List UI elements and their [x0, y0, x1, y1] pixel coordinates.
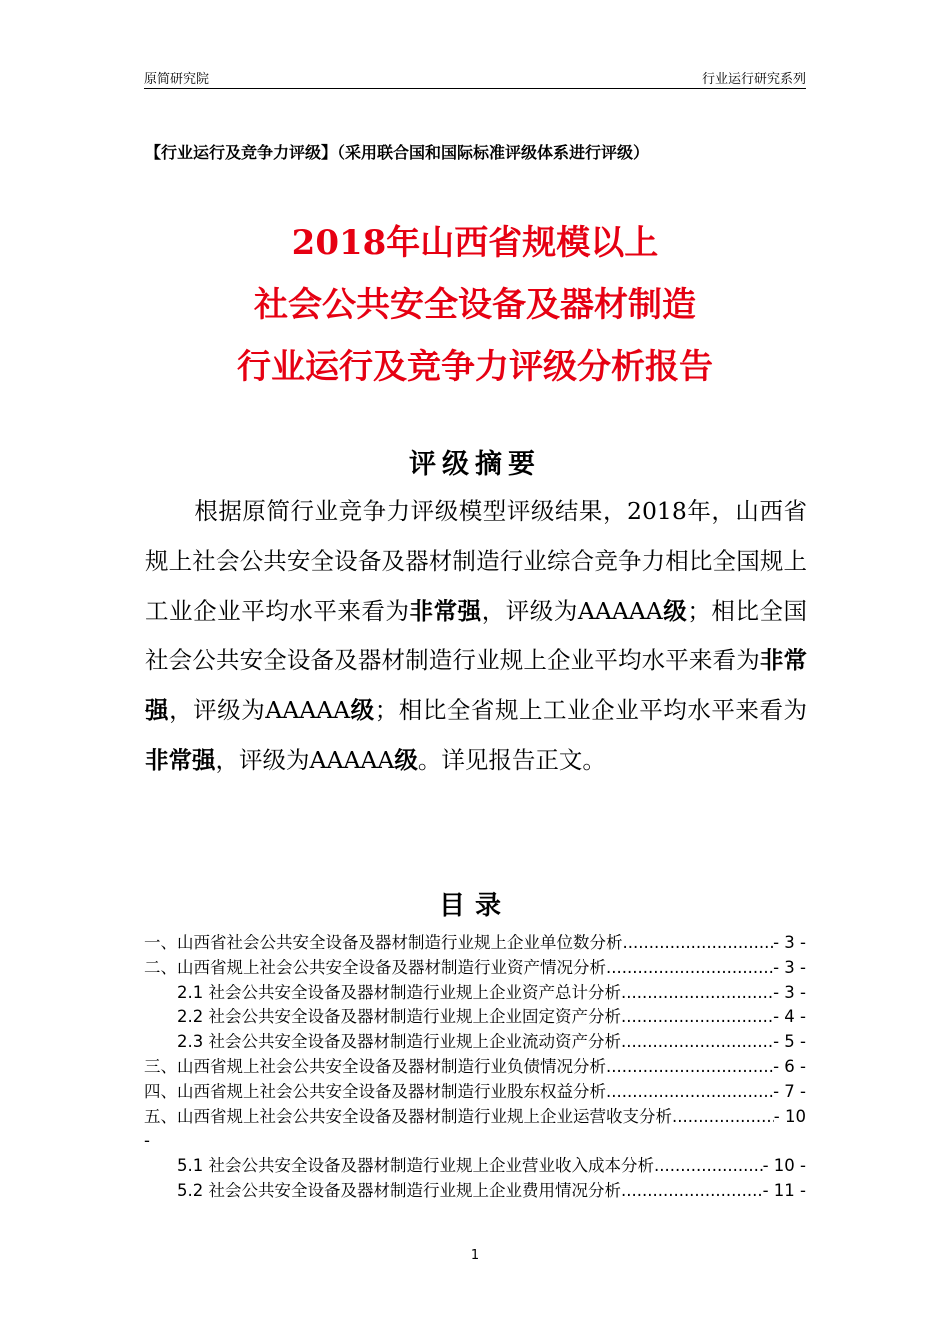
toc-entry-title: 四、山西省规上社会公共安全设备及器材制造行业股东权益分析: [144, 1081, 606, 1101]
toc-entry-title: 二、山西省规上社会公共安全设备及器材制造行业资产情况分析: [144, 957, 606, 977]
toc-entry[interactable]: [144, 1105, 806, 1130]
summary-emphasis: 非常强: [145, 646, 808, 725]
summary-emphasis: 级: [662, 596, 688, 625]
toc-entry[interactable]: [144, 981, 806, 1006]
toc-entry[interactable]: [144, 1030, 806, 1055]
toc-entry[interactable]: [144, 1179, 806, 1204]
toc-leader: [623, 931, 774, 956]
page-number: 1: [470, 1248, 480, 1263]
toc-entry[interactable]: [144, 931, 806, 956]
summary-text: ，评级为AAAAA: [481, 596, 663, 625]
summary-emphasis: 非常强: [409, 596, 482, 625]
toc-entry-title: 5.1 社会公共安全设备及器材制造行业规上企业营业收入成本分析: [177, 1156, 654, 1176]
title-line: 行业运行及竞争力评级分析报告: [237, 347, 713, 387]
toc-entry-title: 五、山西省规上社会公共安全设备及器材制造行业规上企业运营收支分析: [144, 1106, 672, 1126]
toc-leader: [621, 981, 773, 1006]
summary-emphasis: 级: [394, 745, 418, 774]
toc-leader: [621, 1005, 773, 1030]
summary-emphasis: 级: [350, 696, 375, 725]
toc-entry-page: - 10 -: [762, 1156, 806, 1176]
page-header: [144, 68, 806, 89]
toc-entry-page: - 10: [773, 1106, 806, 1126]
toc-leader: [672, 1105, 774, 1130]
toc-leader: [606, 1080, 773, 1105]
header-left: 原简研究院: [144, 72, 210, 87]
toc-leader: [606, 1055, 773, 1080]
toc-entry-title: 2.3 社会公共安全设备及器材制造行业规上企业流动资产分析: [177, 1032, 621, 1052]
tagline: 【行业运行及竞争力评级】（采用联合国和国际标准评级体系进行评级）: [145, 143, 650, 162]
toc-entry-title: 一、山西省社会公共安全设备及器材制造行业规上企业单位数分析: [144, 933, 623, 952]
summary-text: ；相比全国社会公共安全设备及器材制造行业规上企业平均水平来看为: [145, 596, 808, 675]
toc-entry-page: - 3 -: [773, 982, 806, 1002]
toc-entry-title: 三、山西省规上社会公共安全设备及器材制造行业负债情况分析: [144, 1056, 606, 1076]
summary-text: ；相比全省规上工业企业平均水平来看为: [374, 696, 808, 725]
toc-leader: [621, 1179, 763, 1204]
toc-entry-page: - 4 -: [773, 1007, 806, 1027]
toc-entry[interactable]: [144, 1055, 806, 1080]
toc-leader: [621, 1030, 773, 1055]
summary-paragraph: [145, 487, 807, 786]
toc-entry-title: 2.2 社会公共安全设备及器材制造行业规上企业固定资产分析: [177, 1007, 621, 1027]
summary-text: 。详见报告正文。: [417, 745, 606, 774]
summary-text: ，评级为AAAAA: [215, 745, 395, 774]
toc-entry-page: - 11 -: [762, 1180, 806, 1200]
toc-entry-page: - 7 -: [773, 1081, 806, 1101]
summary-text: ，评级为AAAAA: [169, 696, 351, 725]
toc-leader: [654, 1154, 763, 1179]
table-of-contents: [144, 931, 806, 1204]
toc-entry-title: 5.2 社会公共安全设备及器材制造行业规上企业费用情况分析: [177, 1180, 621, 1200]
toc-entry-page: - 3 -: [773, 957, 806, 977]
title-line: 2018年山西省规模以上: [291, 223, 659, 263]
toc-entry[interactable]: [144, 1005, 806, 1030]
title-line: 社会公共安全设备及器材制造: [254, 285, 696, 325]
toc-entry-page: - 6 -: [773, 1056, 806, 1076]
header-right: 行业运行研究系列: [701, 72, 806, 87]
toc-entry[interactable]: [144, 1154, 806, 1179]
toc-entry-page: - 3 -: [773, 933, 806, 952]
summary-heading: 评级摘要: [409, 449, 541, 480]
toc-leader: [606, 956, 773, 981]
summary-emphasis: 非常强: [145, 745, 216, 774]
toc-heading: 目录: [438, 891, 511, 921]
toc-entry[interactable]: [144, 1080, 806, 1105]
toc-entry[interactable]: [144, 956, 806, 981]
toc-entry-page: - 5 -: [773, 1032, 806, 1052]
summary-text: 根据原简行业竞争力评级模型评级结果，2018年，山西省规上社会公共安全设备及器材制造行业综合竞争力相比全国规上工业企业平均水平来看为: [145, 497, 807, 625]
toc-entry-page-wrap: -: [144, 1131, 150, 1151]
toc-entry-title: 2.1 社会公共安全设备及器材制造行业规上企业资产总计分析: [177, 982, 621, 1002]
report-title: [0, 212, 950, 398]
